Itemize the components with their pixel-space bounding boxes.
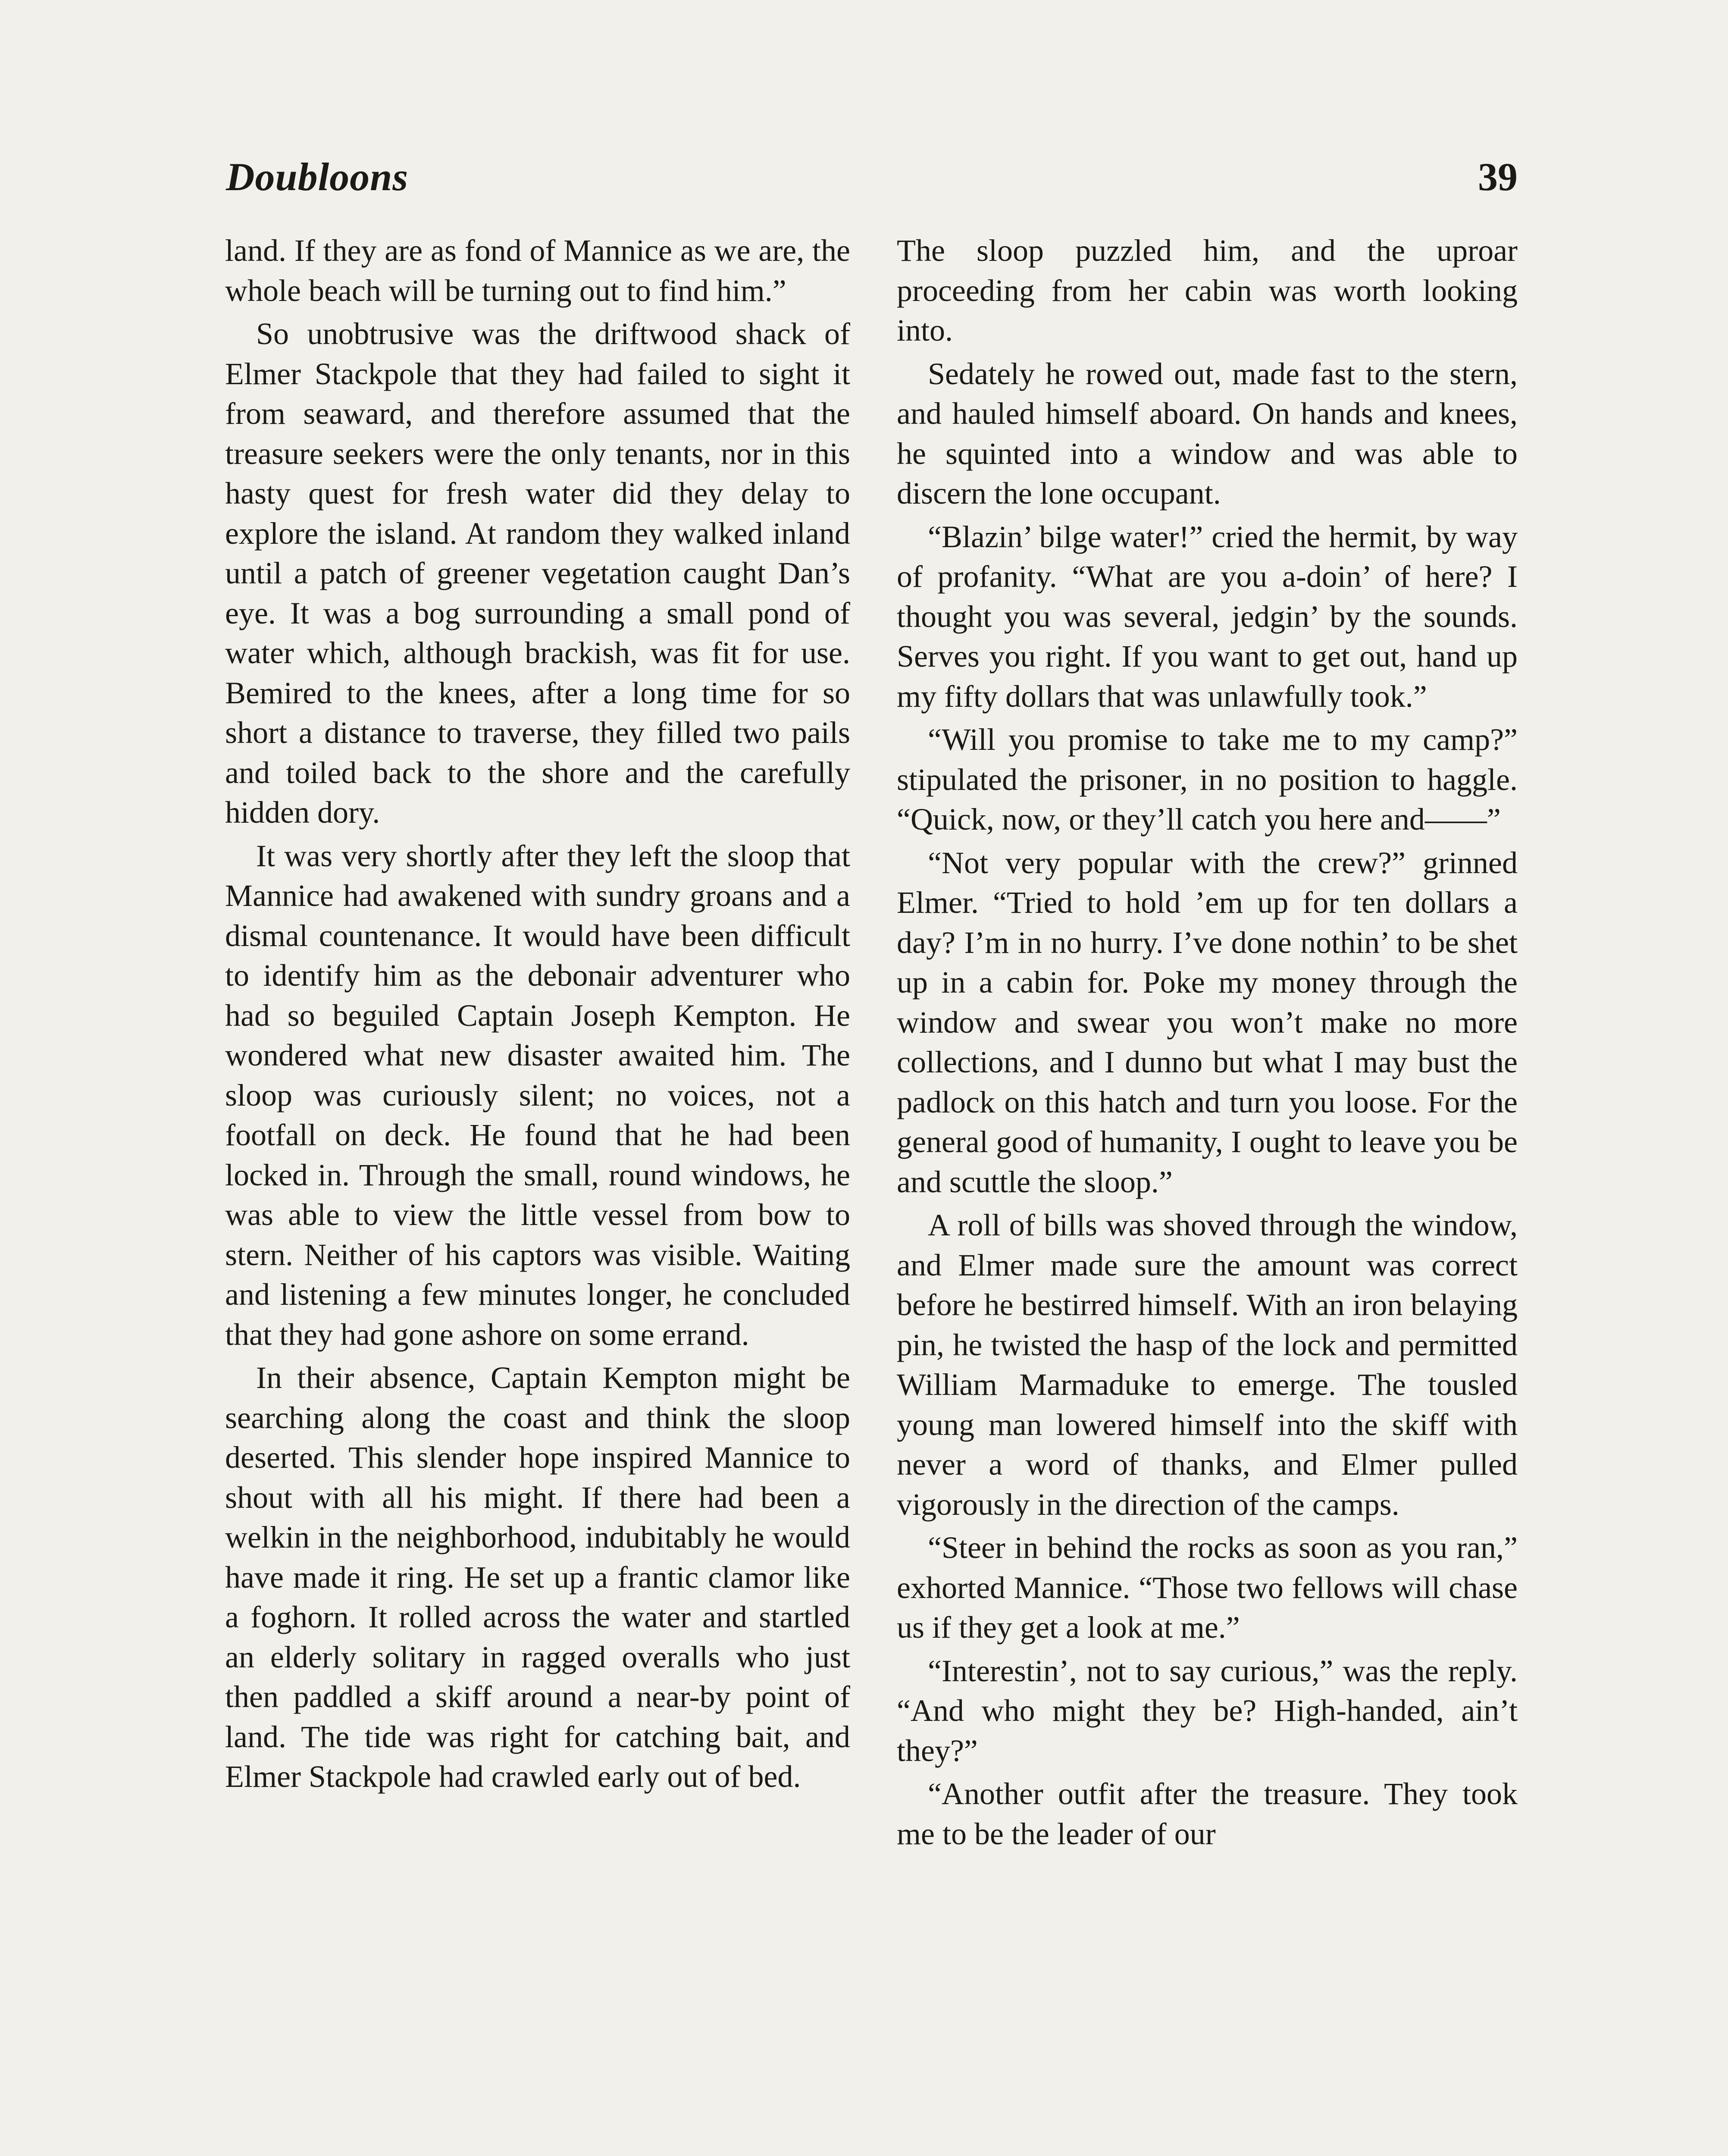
paragraph: “Steer in behind the rocks as soon as you ran,” exhorted Mannice. “Those two fellows will chase us if they get a look at me.”	[897, 1530, 1518, 1645]
paragraph: So unobtrusive was the driftwood shack of Elmer Stackpole that they had failed to sight it from seaward, and therefore assumed that the treasure seekers were the only tenants, nor in this hasty quest for fresh water did they delay to explore the island. At random they walked inland until a patch of greener vegetation caught Dan’s eye. It was a bog surrounding a small pond of water which, although brackish, was fit for use. Bemired to the knees, after a long time for so short a distance to traverse, they filled two pails and toiled back to the shore and the carefully hidden dory.	[225, 317, 850, 830]
paragraph: “Interestin’, not to say curious,” was the reply. “And who might they be? High-handed, ain’t they?”	[897, 1653, 1518, 1768]
paragraph: “Will you promise to take me to my camp?” stipulated the prisoner, in no position to haggle. “Quick, now, or they’ll catch you here and——”	[897, 722, 1518, 837]
paragraph: In their absence, Captain Kempton might be searching along the coast and think the sloop deserted. This slender hope inspired Mannice to shout with all his might. If there had been a welkin in the neighborhood, indubitably he would have made it ring. He set up a frantic clamor like a foghorn. It rolled across the water and startled an elderly solitary in ragged overalls who just then paddled a skiff around a near-by point of land. The tide was right for catching bait, and Elmer Stackpole had crawled early out of bed.	[225, 1360, 850, 1794]
paragraph: land. If they are as fond of Mannice as we are, the whole beach will be turning out to find him.”	[225, 233, 850, 308]
paragraph: “Blazin’ bilge water!” cried the hermit, by way of profanity. “What are you a-doin’ of here? I thought you was several, jedgin’ by the sounds. Serves you right. If you want to get out, hand up my fifty dollars that was unlawfully took.”	[897, 519, 1518, 714]
paragraph: Sedately he rowed out, made fast to the stern, and hauled himself aboard. On hands and knees, he squinted into a window and was able to discern the lone occupant.	[897, 356, 1518, 511]
paragraph: A roll of bills was shoved through the window, and Elmer made sure the amount was correct before he bestirred himself. With an iron belaying pin, he twisted the hasp of the lock and permitted William Marmaduke to emerge. The tousled young man lowered himself into the skiff with never a word of thanks, and Elmer pulled vigorously in the direction of the camps.	[897, 1208, 1518, 1522]
paragraph: The sloop puzzled him, and the uproar proceeding from her cabin was worth looking into.	[897, 233, 1518, 348]
paragraph: It was very shortly after they left the sloop that Mannice had awakened with sundry groans and a dismal countenance. It would have been difficult to identify him as the debonair adventurer who had so beguiled Captain Joseph Kempton. He wondered what new disaster awaited him. The sloop was curiously silent; no voices, not a footfall on deck. He found that he had been locked in. Through the small, round windows, he was able to view the little vessel from bow to stern. Neither of his captors was visible. Waiting and listening a few minutes longer, he concluded that they had gone ashore on some errand.	[225, 838, 850, 1352]
left-column	[225, 231, 850, 1797]
page-number: 39	[1478, 155, 1518, 199]
paragraph: “Another outfit after the treasure. They took me to be the leader of our	[897, 1777, 1518, 1851]
right-column	[897, 231, 1518, 1854]
paragraph: “Not very popular with the crew?” grinned Elmer. “Tried to hold ’em up for ten dollars a day? I’m in no hurry. I’ve done nothin’ to be shet up in a cabin for. Poke my money through the window and swear you won’t make no more collections, and I dunno but what I may bust the padlock on this hatch and turn you loose. For the general good of humanity, I ought to leave you be and scuttle the sloop.”	[897, 845, 1518, 1199]
running-title: Doubloons	[226, 155, 409, 199]
page-header	[226, 147, 1518, 207]
